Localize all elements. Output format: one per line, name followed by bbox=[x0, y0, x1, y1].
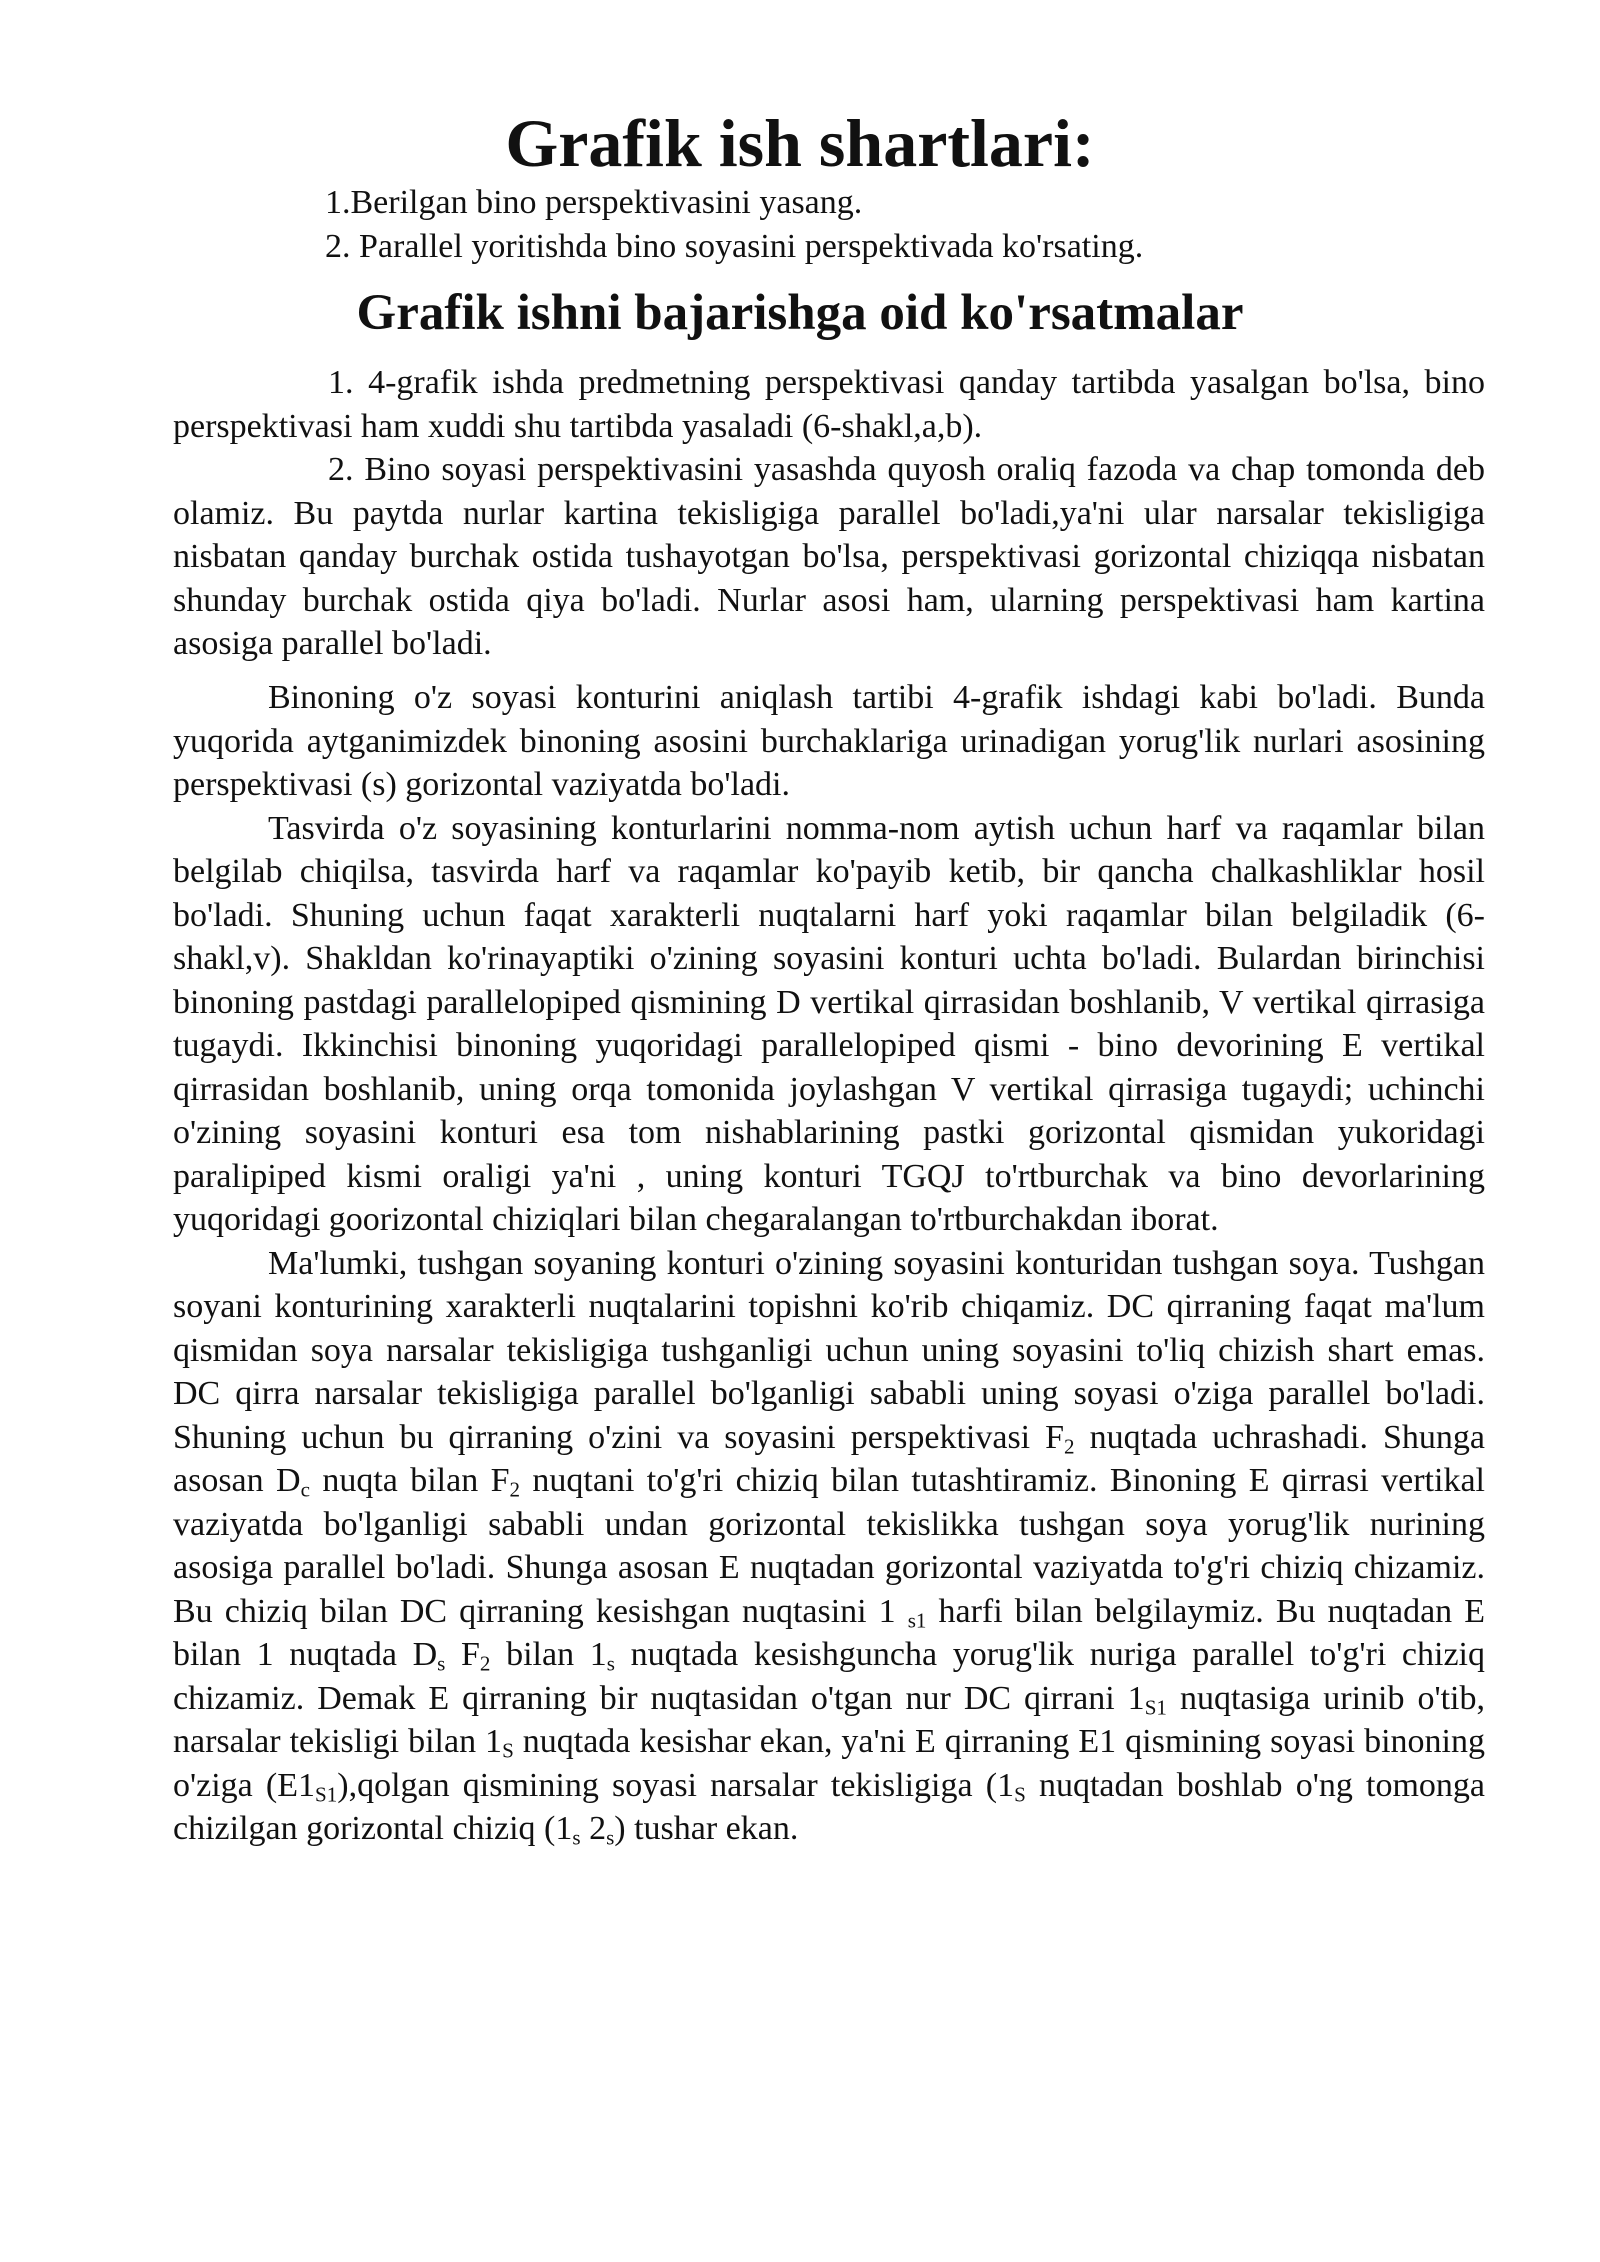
instruction-paragraph-2: 2. Bino soyasi perspektivasini yasashda quyosh oraliq fazoda va chap tomonda deb olamiz. Bu paytda nurlar kartina tekisligiga parallel bo'ladi,ya'ni ular narsalar tekisligiga nisbatan qanday burchak ostida tushayotgan bo'lsa, perspektivasi gorizontal chiziqqa nisbatan shunday burchak ostida qiya bo'ladi. Nurlar asosi ham, ularning perspektivasi ham kartina asosiga parallel bo'ladi. bbox=[173, 451, 1486, 662]
body-paragraph-2: Tasvirda o'z soyasining konturlarini nomma-nom aytish uchun harf va raqamlar bilan belgilab chiqilsa, tasvirda harf va raqamlar ko'payib ketib, bir qancha chalkashliklar hosil bo'ladi. Shuning uchun faqat xarakterli nuqtalarni harf yoki raqamlar bilan belgiladik (6-shakl,v). Shakldan ko'rinayaptiki o'zining soyasini konturi uchta bo'ladi. Bulardan birinchisi binoning pastdagi parallelopiped qismining D vertikal qirrasidan boshlanib, V vertikal qirrasiga tugaydi. Ikkinchisi binoning yuqoridagi parallelopiped qismi - bino devorining E vertikal qirrasidan boshlanib, uning orqa tomonida joylashgan V vertikal qirrasiga tugaydi; uchinchi o'zining soyasini konturi esa tom nishablarining pastki gorizontal qismidan yukoridagi paralipiped kismi oraligi ya'ni , uning konturi TGQJ to'rtburchak va bino devorlarining yuqoridagi goorizontal chiziqlari bilan chegaralangan to'rtburchakdan iborat. bbox=[173, 809, 1485, 1238]
body-paragraph-1: Binoning o'z soyasi konturini aniqlash tartibi 4-grafik ishdagi kabi bo'ladi. Bunda yuqorida aytganimizdek binoning asosini burchaklariga urinadigan yorug'lik nurlari asosining perspektivasi (s) gorizontal vaziyatda bo'ladi. bbox=[173, 679, 1485, 803]
list-item: 1.Berilgan bino perspektivasini yasang. bbox=[325, 184, 863, 221]
conditions-list bbox=[325, 181, 1143, 268]
body-text bbox=[173, 676, 1485, 1851]
instruction-paragraph-1: 1. 4-grafik ishda predmetning perspektivasi qanday tartibda yasalgan bo'lsa, bino perspektivasi ham xuddi shu tartibda yasaladi (6-shakl,a,b). bbox=[173, 364, 1486, 445]
list-item: 2. Parallel yoritishda bino soyasini perspektivada ko'rsating. bbox=[325, 227, 1144, 265]
numbered-instructions bbox=[173, 361, 1485, 666]
body-paragraph-3: Ma'lumki, tushgan soyaning konturi o'zining soyasini konturidan tushgan soya. Tushgan soyani konturining xarakterli nuqtalarini topishni ko'rib chiqamiz. DC qirraning faqat ma'lum qismidan soya narsalar tekisligiga tushganligi uchun uning soyasini to'liq chizish shart emas. DC qirra narsalar tekisligiga parallel bo'lganligi sababli uning soyasi o'ziga parallel bo'ladi. Shuning uchun bu qirraning o'zini va soyasini perspektivasi $F_2$ nuqtada uchrashadi. Shunga asosan $D_c$ nuqta bilan $F_2$ nuqtani to'g'ri chiziq bilan tutashtiramiz. Binoning E qirrasi vertikal vaziyatda bo'lganligi sababli undan gorizontal tekislikka tushgan soya yorug'lik nurining asosiga parallel bo'ladi. Shunga asosan E nuqtadan gorizontal vaziyatda to'g'ri chiziq chizamiz. Bu chiziq bilan DC qirraning kesishgan nuqtasini 1 $_{s1}$ harfi bilan belgilaymiz. Bu nuqtadan E bilan 1 nuqtada $D_s$ $F_2$ bilan $1_s$ nuqtada kesishguncha yorug'lik nuriga parallel to'g'ri chiziq chizamiz. Demak E qirraning bir nuqtasidan o'tgan nur DC qirrani $1_{S1}$ nuqtasiga urinib o'tib, narsalar tekisligi bilan $1_S$ nuqtada kesishar ekan, ya'ni E qirraning E1 qismining soyasi binoning o'ziga $(E1_{S1}),qolgan$ qismining soyasi narsalar tekisligiga ($1_S$ nuqtadan boshlab o'ng tomonga chizilgan gorizontal chiziq ($1_s$ $2_s$) tushar ekan. bbox=[173, 1244, 1485, 1850]
instructions-heading: Grafik ishni bajarishga oid ko'rsatmalar bbox=[356, 285, 1244, 341]
conditions-heading: Grafik ish shartlari: bbox=[505, 105, 1095, 181]
